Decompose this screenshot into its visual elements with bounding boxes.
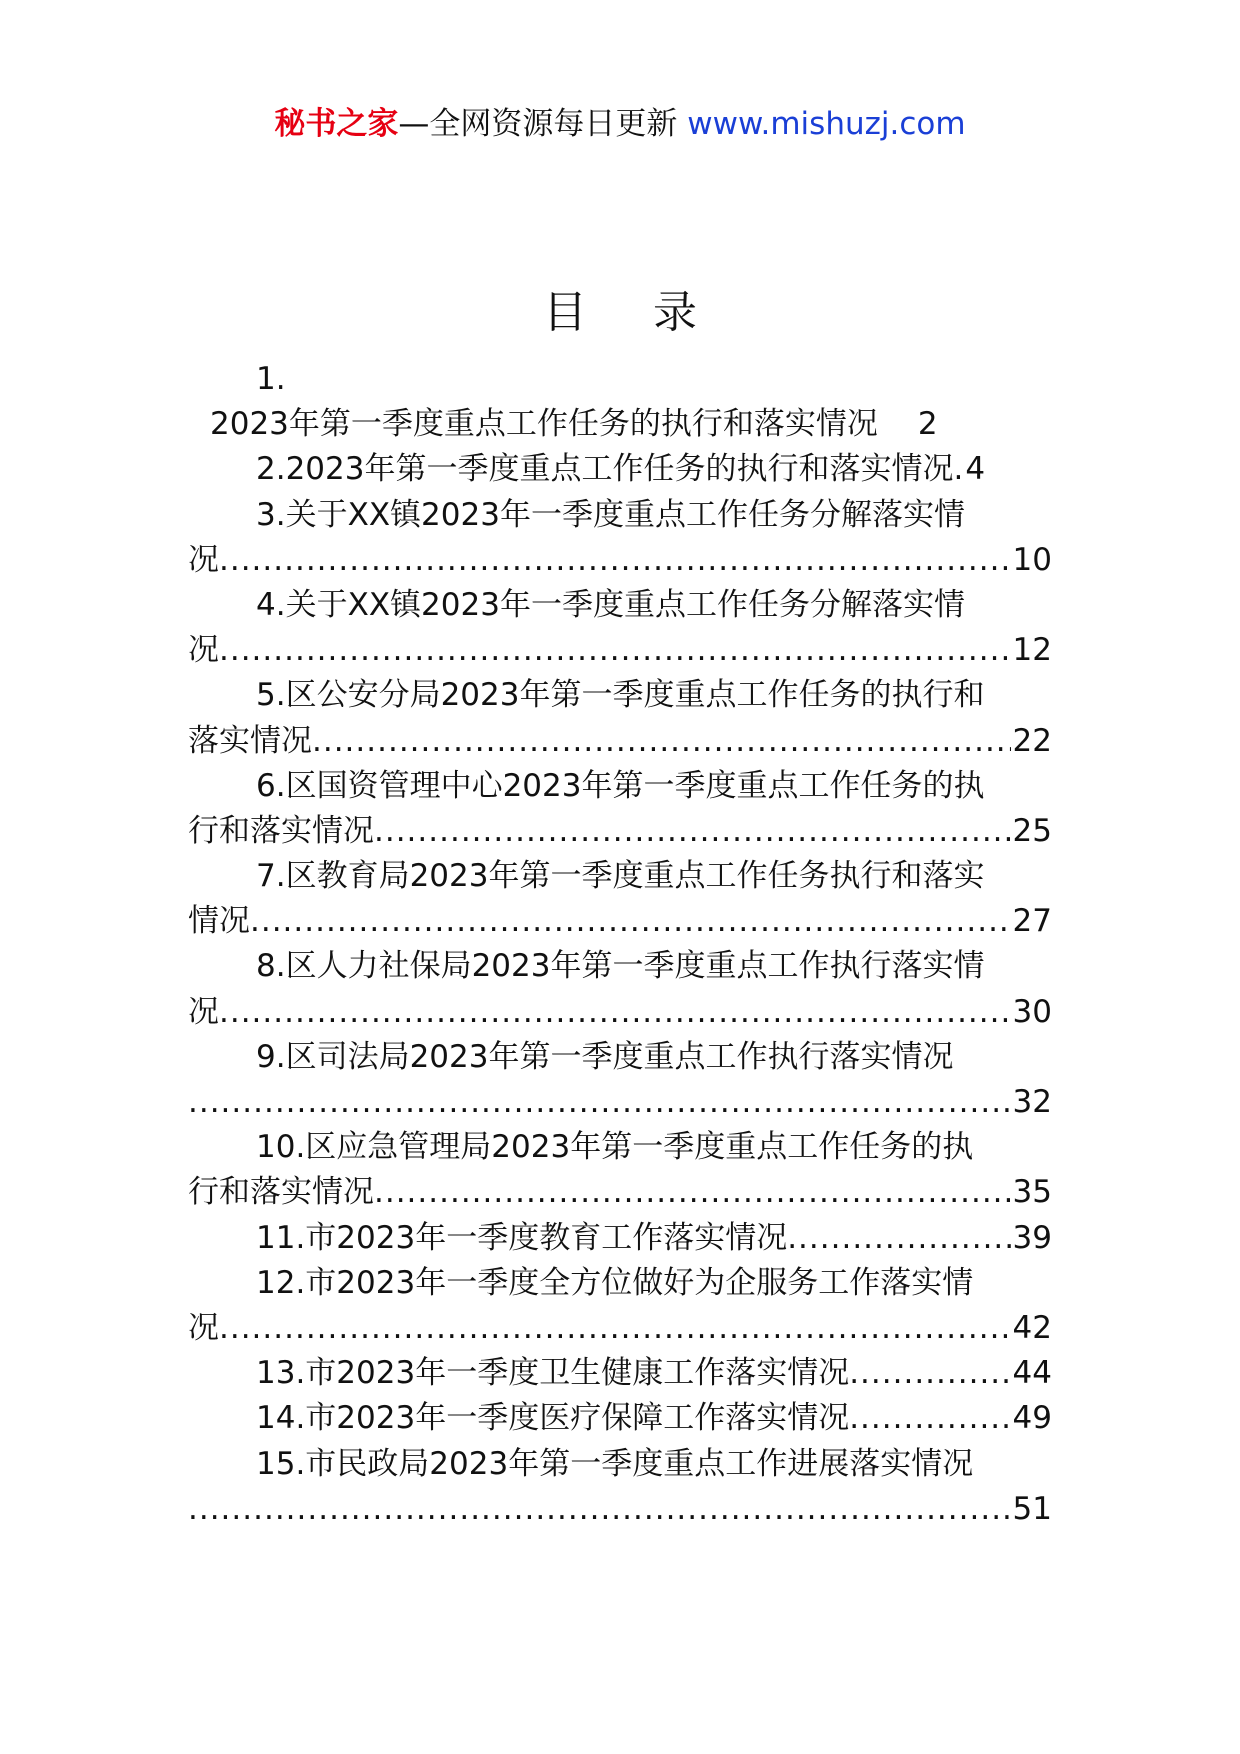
leader-dots (188, 1080, 1011, 1125)
table-of-contents (188, 361, 1052, 1532)
toc-entry-15[interactable] (188, 1442, 1052, 1487)
toc-entry-5-cont[interactable]: 落实情况 ..... 22 (188, 719, 1052, 764)
toc-entry-3-cont[interactable]: 况 ..... 10 (188, 538, 1052, 583)
toc-entry-8-cont[interactable]: 况 ..... 30 (188, 990, 1052, 1035)
toc-entry-15-cont[interactable] (188, 1487, 1052, 1532)
toc-entry-14[interactable] (188, 1396, 1052, 1441)
toc-entry-5[interactable] (188, 673, 1052, 718)
page-title: 目 录 (543, 287, 723, 338)
header-slogan: —全网资源每日更新 (398, 106, 678, 142)
toc-entry-12[interactable] (188, 1261, 1052, 1306)
brand-name: 秘书之家 (274, 106, 399, 142)
toc-entry-title: 10.区应急管理局2023年第一季度重点工作任务的执 (256, 1129, 974, 1166)
toc-entry-10[interactable] (188, 1125, 1052, 1170)
leader-dots (188, 1487, 1011, 1532)
toc-entry-title: 2.2023年第一季度重点工作任务的执行和落实情况. (256, 451, 964, 488)
toc-entry-9[interactable] (188, 1035, 1052, 1080)
toc-entry-8[interactable] (188, 944, 1052, 989)
toc-entry-page: 32 (1012, 1084, 1052, 1120)
toc-entry-title: 8.区人力社保局2023年第一季度重点工作执行落实情 (256, 948, 985, 985)
toc-entry-title: 2023年第一季度重点工作任务的执行和落实情况 (210, 406, 878, 443)
toc-entry-2[interactable] (188, 447, 1052, 492)
toc-entry-page: 35 (1012, 1174, 1052, 1211)
toc-entry-page: 25 (1012, 812, 1052, 849)
toc-entry-title: 4.关于XX镇2023年一季度重点工作任务分解落实情 (256, 586, 965, 623)
leader-dots (219, 990, 1011, 1035)
toc-entry-page: 44 (1012, 1355, 1052, 1392)
toc-entry-title: 3.关于XX镇2023年一季度重点工作任务分解落实情 (256, 496, 965, 533)
toc-entry-page: 42 (1012, 1309, 1052, 1346)
toc-entry-title: 13.市2023年一季度卫生健康工作落实情况 (256, 1355, 850, 1392)
toc-entry-page: 2 (917, 406, 938, 443)
toc-entry-title: 12.市2023年一季度全方位做好为企服务工作落实情 (256, 1264, 974, 1301)
toc-entry-7-cont[interactable]: 情况 ..... 27 (188, 899, 1052, 944)
toc-entry-page: 51 (1012, 1490, 1052, 1527)
toc-entry-title: 15.市民政局2023年第一季度重点工作进展落实情况 (256, 1445, 974, 1482)
leader-dots (787, 1216, 1010, 1261)
toc-entry-page: 4 (965, 451, 986, 488)
leader-dots (374, 1170, 1011, 1215)
toc-entry-4-cont[interactable]: 况 ..... 12 (188, 628, 1052, 673)
toc-entry-page: 22 (1012, 722, 1052, 759)
leader-dots (219, 1306, 1011, 1351)
toc-entry-1-number[interactable]: 1. (256, 361, 286, 397)
toc-entry-title: 5.区公安分局2023年第一季度重点工作任务的执行和 (256, 677, 985, 714)
toc-entry-11[interactable] (188, 1216, 1052, 1261)
toc-entry-13[interactable] (188, 1351, 1052, 1396)
site-header (0, 104, 1240, 144)
leader-dots (849, 1396, 1010, 1441)
toc-entry-4[interactable] (188, 583, 1052, 628)
toc-entry-7[interactable] (188, 854, 1052, 899)
leader-dots (312, 719, 1011, 764)
leader-dots (219, 538, 1011, 583)
site-url-link[interactable]: www.mishuzj.com (687, 106, 966, 142)
leader-dots (849, 1351, 1010, 1396)
toc-entry-12-cont[interactable]: 况 ..... 42 (188, 1306, 1052, 1351)
toc-entry-page: 39 (1012, 1219, 1052, 1256)
leader-dots (250, 899, 1011, 944)
toc-entry-page: 27 (1012, 903, 1052, 940)
toc-entry-10-cont[interactable]: 行和落实情况 ..... 35 (188, 1170, 1052, 1215)
toc-entry-6-cont[interactable]: 行和落实情况 ..... 25 (188, 809, 1052, 854)
toc-entry-page: 12 (1012, 632, 1052, 669)
toc-entry-1[interactable] (188, 402, 1052, 447)
leader-dots (374, 809, 1011, 854)
toc-entry-page: 10 (1012, 541, 1052, 578)
toc-entry-9-cont[interactable] (188, 1080, 1052, 1125)
toc-entry-title: 14.市2023年一季度医疗保障工作落实情况 (256, 1400, 850, 1437)
toc-entry-3[interactable] (188, 493, 1052, 538)
toc-entry-page: 49 (1012, 1400, 1052, 1437)
toc-entry-page: 30 (1012, 993, 1052, 1030)
toc-entry-title: 11.市2023年一季度教育工作落实情况 (256, 1219, 788, 1256)
toc-entry-title: 6.区国资管理中心2023年第一季度重点工作任务的执 (256, 767, 985, 804)
leader-dots (219, 628, 1011, 673)
toc-entry-title: 7.区教育局2023年第一季度重点工作任务执行和落实 (256, 858, 985, 895)
toc-entry-6[interactable] (188, 764, 1052, 809)
toc-entry-title: 9.区司法局2023年第一季度重点工作执行落实情况 (256, 1038, 954, 1075)
